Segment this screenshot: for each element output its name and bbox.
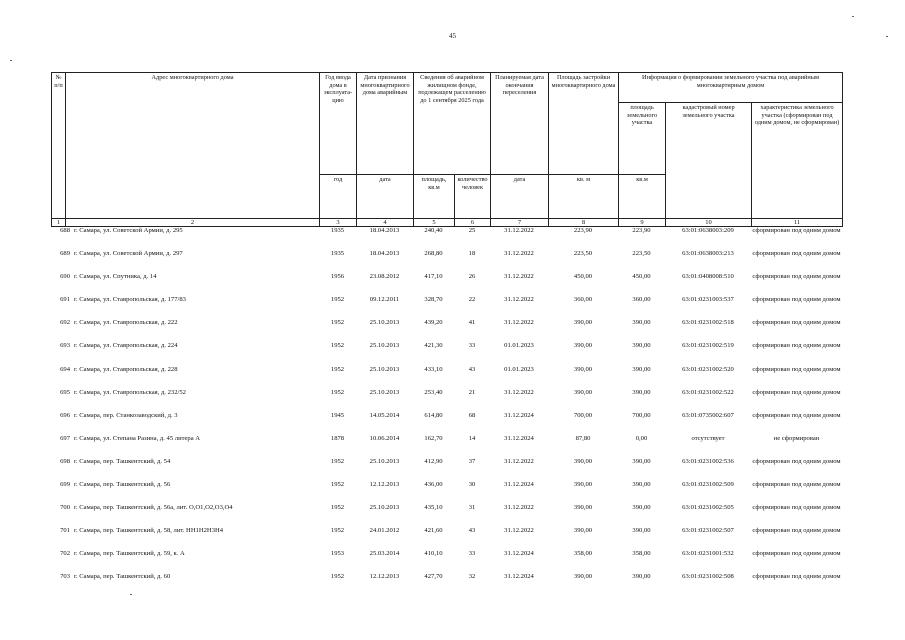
row-address: г. Самара, ул. Ставропольская, д. 232/52: [74, 388, 186, 396]
row-year: 1952: [330, 319, 345, 327]
row-address: г. Самара, ул. Степана Разина, д. 45 литера А: [74, 434, 201, 442]
row-building-area: 390,00: [573, 573, 593, 581]
row-cadastral: 63:01:0638003:213: [682, 250, 734, 258]
row-relocation-end: 31.12.2022: [504, 457, 534, 465]
column-number: 9: [619, 219, 666, 227]
row-address: г. Самара, ул. Ставропольская, д. 228: [74, 365, 178, 373]
row-land-char: сформирован под одним домом: [752, 365, 841, 373]
row-land-area: 450,00: [632, 273, 651, 281]
row-number: 693: [60, 342, 70, 350]
table-row: [51, 389, 842, 412]
row-relocation-end: 31.12.2022: [504, 227, 534, 234]
row-year: 1952: [330, 527, 345, 535]
row-building-area: 223,50: [573, 250, 593, 258]
row-cadastral: 63:01:0231002:519: [682, 342, 734, 350]
row-land-char: сформирован под одним домом: [752, 342, 841, 350]
row-number: 694: [60, 365, 70, 373]
column-number: 1: [52, 219, 66, 227]
row-area: 435,10: [424, 504, 443, 512]
row-people: 33: [468, 550, 476, 558]
column-number: 11: [752, 219, 843, 227]
unit-year: год: [320, 175, 357, 219]
row-year: 1952: [330, 388, 345, 396]
row-building-area: 700,00: [573, 411, 593, 419]
row-cadastral: 63:01:0231001:532: [682, 550, 734, 558]
row-cadastral: 63:01:0231003:537: [682, 296, 734, 304]
row-relocation-end: 01.01.2023: [504, 342, 534, 350]
table-row: [51, 250, 842, 273]
row-emergency-date: 09.12.2011: [369, 296, 400, 304]
table-row: [51, 296, 842, 319]
row-emergency-date: 25.10.2013: [369, 457, 400, 465]
row-address: г. Самара, пер. Ташкентский, д. 60: [74, 573, 171, 581]
row-land-area: 223,50: [632, 250, 651, 258]
row-people: 22: [468, 296, 476, 304]
row-building-area: 390,00: [573, 342, 593, 350]
row-people: 25: [468, 227, 476, 234]
table-row: [51, 573, 842, 596]
row-people: 68: [468, 411, 476, 419]
unit-people: количество человек: [455, 175, 491, 219]
row-building-area: 390,00: [573, 527, 593, 535]
row-number: 702: [60, 550, 70, 558]
row-relocation-end: 31.12.2024: [504, 434, 534, 442]
row-relocation-end: 31.12.2022: [504, 250, 534, 258]
row-address: г. Самара, ул. Спутника, д. 14: [74, 273, 157, 281]
row-relocation-end: 31.12.2024: [504, 550, 534, 558]
row-emergency-date: 25.10.2013: [369, 504, 400, 512]
table-row: [51, 227, 842, 250]
table-row: [51, 481, 842, 504]
row-building-area: 390,00: [573, 319, 593, 327]
row-land-char: сформирован под одним домом: [752, 388, 841, 396]
row-area: 268,80: [424, 250, 443, 258]
row-area: 412,90: [424, 457, 443, 465]
table-row: [51, 550, 842, 573]
row-people: 41: [468, 319, 476, 327]
row-people: 31: [468, 504, 476, 512]
row-emergency-date: 25.10.2013: [369, 365, 400, 373]
row-relocation-end: 01.01.2023: [504, 365, 534, 373]
row-land-area: 700,00: [632, 411, 651, 419]
row-address: г. Самара, ул. Советской Армии, д. 297: [74, 250, 183, 258]
row-year: 1935: [330, 227, 345, 234]
row-cadastral: 63:01:0231002:520: [682, 365, 734, 373]
row-cadastral: 63:01:0408008:510: [682, 273, 734, 281]
row-building-area: 450,00: [573, 273, 593, 281]
row-number: 695: [60, 388, 70, 396]
header-address: Адрес многоквартирного дома: [66, 73, 320, 219]
header-fund-info: Сведения об аварийном жилищном фонде, подлежащем расселению до 1 сентября 2025 года: [414, 73, 491, 175]
row-people: 43: [468, 527, 476, 535]
row-emergency-date: 25.10.2013: [369, 388, 400, 396]
row-building-area: 390,00: [573, 504, 593, 512]
table-row: [51, 435, 842, 458]
row-land-area: 223,90: [632, 227, 651, 234]
row-land-char: сформирован под одним домом: [752, 250, 841, 258]
row-land-char: сформирован под одним домом: [752, 296, 841, 304]
row-building-area: 390,00: [573, 388, 593, 396]
row-number: 699: [60, 481, 70, 489]
unit-area: площадь, кв.м: [414, 175, 455, 219]
row-area: 417,10: [424, 273, 443, 281]
row-building-area: 390,00: [573, 365, 593, 373]
header-land-char: характеристика земельного участка (сформирован под одним домом, не сформирован): [752, 103, 843, 219]
header-land-area: площадь земельного участка: [619, 103, 666, 175]
row-year: 1878: [330, 434, 345, 442]
row-building-area: 390,00: [573, 457, 593, 465]
row-number: 688: [60, 227, 70, 234]
row-land-area: 390,00: [632, 342, 651, 350]
table-row: [51, 342, 842, 365]
row-land-char: сформирован под одним домом: [752, 319, 841, 327]
row-land-area: 390,00: [632, 319, 651, 327]
row-land-char: сформирован под одним домом: [752, 227, 841, 234]
row-address: г. Самара, пер. Ташкентский, д. 59, к. А: [74, 550, 185, 558]
row-year: 1956: [330, 273, 345, 281]
row-emergency-date: 25.03.2014: [369, 550, 400, 558]
row-cadastral: 63:01:0231002:509: [682, 481, 734, 489]
row-area: 427,70: [424, 573, 443, 581]
header-emergency-date: Дата признания многоквартирного дома аварийным: [357, 73, 414, 175]
row-area: 421,60: [424, 527, 443, 535]
row-number: 697: [60, 434, 70, 442]
column-numbers-row: [52, 219, 843, 227]
row-number: 689: [60, 250, 70, 258]
row-area: 328,70: [424, 296, 443, 304]
row-land-char: сформирован под одним домом: [752, 457, 841, 465]
row-year: 1952: [330, 457, 345, 465]
row-cadastral: 63:01:0638003:209: [682, 227, 734, 234]
page-number: 45: [449, 32, 456, 40]
row-number: 700: [60, 504, 70, 512]
table-row: [51, 527, 842, 550]
row-land-char: сформирован под одним домом: [752, 481, 841, 489]
header-land-info: Информация о формировании земельного участка под аварийным многоквартирным домом: [619, 73, 843, 103]
row-land-char: сформирован под одним домом: [752, 527, 841, 535]
row-address: г. Самара, пер. Станкозаводский, д. 3: [74, 411, 178, 419]
register-table: [51, 72, 842, 597]
row-year: 1952: [330, 504, 345, 512]
row-area: 433,10: [424, 365, 443, 373]
row-emergency-date: 23.08.2012: [369, 273, 400, 281]
row-land-char: сформирован под одним домом: [752, 411, 841, 419]
row-relocation-end: 31.12.2022: [504, 273, 534, 281]
row-emergency-date: 12.12.2013: [369, 481, 400, 489]
row-land-area: 390,00: [632, 481, 651, 489]
row-land-area: 0,00: [635, 434, 648, 442]
row-number: 701: [60, 527, 70, 535]
row-relocation-end: 31.12.2024: [504, 481, 534, 489]
header-year: Год ввода дома в эксплуата-цию: [320, 73, 357, 175]
row-address: г. Самара, ул. Ставропольская, д. 222: [74, 319, 178, 327]
header-number: № п/п: [52, 73, 66, 219]
row-number: 696: [60, 411, 70, 419]
scan-speck: [10, 60, 12, 61]
row-land-area: 360,00: [632, 296, 651, 304]
row-relocation-end: 31.12.2022: [504, 527, 534, 535]
row-land-char: сформирован под одним домом: [752, 550, 841, 558]
column-number: 5: [414, 219, 455, 227]
row-people: 32: [468, 573, 476, 581]
table-body: [51, 227, 842, 597]
row-people: 14: [468, 434, 476, 442]
row-cadastral: 63:01:0231002:536: [682, 457, 734, 465]
row-area: 439,20: [424, 319, 443, 327]
row-area: 162,70: [424, 434, 443, 442]
row-area: 253,40: [424, 388, 443, 396]
row-cadastral: 63:01:0231002:508: [682, 573, 734, 581]
row-relocation-end: 31.12.2024: [504, 411, 534, 419]
row-land-area: 358,00: [632, 550, 651, 558]
row-building-area: 223,90: [573, 227, 593, 234]
row-relocation-end: 31.12.2022: [504, 319, 534, 327]
row-address: г. Самара, пер. Ташкентский, д. 58, лит. НН1Н2Н3Н4: [74, 527, 224, 535]
row-land-area: 390,00: [632, 388, 651, 396]
row-building-area: 358,00: [573, 550, 593, 558]
row-land-char: не сформирован: [773, 434, 820, 442]
table-row: [51, 458, 842, 481]
row-cadastral: 63:01:0735002:607: [682, 411, 734, 419]
table-header: [51, 72, 843, 227]
row-cadastral: 63:01:0231002:518: [682, 319, 734, 327]
row-land-area: 390,00: [632, 504, 651, 512]
table-row: [51, 273, 842, 296]
row-relocation-end: 31.12.2022: [504, 296, 534, 304]
row-area: 410,10: [424, 550, 443, 558]
row-people: 30: [468, 481, 476, 489]
unit-build-area: кв. м: [549, 175, 619, 219]
column-number: 10: [666, 219, 752, 227]
row-address: г. Самара, пер. Ташкентский, д. 56: [74, 481, 171, 489]
row-building-area: 390,00: [573, 481, 593, 489]
unit-date: дата: [357, 175, 414, 219]
row-people: 18: [468, 250, 476, 258]
column-number: 3: [320, 219, 357, 227]
row-emergency-date: 25.10.2013: [369, 319, 400, 327]
unit-land-area: кв.м: [619, 175, 666, 219]
row-area: 614,80: [424, 411, 443, 419]
row-number: 692: [60, 319, 70, 327]
row-address: г. Самара, ул. Ставропольская, д. 224: [74, 342, 178, 350]
row-year: 1952: [330, 365, 345, 373]
row-people: 37: [468, 457, 476, 465]
row-land-char: сформирован под одним домом: [752, 573, 841, 581]
row-relocation-end: 31.12.2022: [504, 504, 534, 512]
table-row: [51, 504, 842, 527]
table-row: [51, 319, 842, 342]
table-row: [51, 366, 842, 389]
row-number: 690: [60, 273, 70, 281]
row-number: 703: [60, 573, 70, 581]
scan-speck: [886, 36, 888, 37]
table-row: [51, 412, 842, 435]
row-people: 26: [468, 273, 476, 281]
row-land-char: сформирован под одним домом: [752, 504, 841, 512]
column-number: 8: [549, 219, 619, 227]
row-cadastral: 63:01:0231002:522: [682, 388, 734, 396]
row-people: 43: [468, 365, 476, 373]
row-address: г. Самара, ул. Ставропольская, д. 177/83: [74, 296, 186, 304]
row-people: 33: [468, 342, 476, 350]
row-land-area: 390,00: [632, 457, 651, 465]
row-year: 1945: [330, 411, 345, 419]
row-land-area: 390,00: [632, 527, 651, 535]
header-relocation-end: Планируемая дата окончания переселения: [491, 73, 549, 175]
row-year: 1953: [330, 550, 345, 558]
row-address: г. Самара, пер. Ташкентский, д. 54: [74, 457, 171, 465]
row-relocation-end: 31.12.2022: [504, 388, 534, 396]
row-land-char: сформирован под одним домом: [752, 273, 841, 281]
row-emergency-date: 12.12.2013: [369, 573, 400, 581]
row-emergency-date: 24.01.2012: [369, 527, 400, 535]
header-building-area: Площадь застройки многоквартирного дома: [549, 73, 619, 175]
row-people: 21: [468, 388, 476, 396]
row-cadastral: отсутствует: [691, 434, 725, 442]
row-cadastral: 63:01:0231002:507: [682, 527, 734, 535]
row-year: 1935: [330, 250, 345, 258]
row-land-area: 390,00: [632, 573, 651, 581]
column-number: 6: [455, 219, 491, 227]
row-relocation-end: 31.12.2024: [504, 573, 534, 581]
row-emergency-date: 25.10.2013: [369, 342, 400, 350]
row-area: 240,40: [424, 227, 443, 234]
row-cadastral: 63:01:0231002:505: [682, 504, 734, 512]
row-building-area: 87,80: [575, 434, 591, 442]
row-area: 421,30: [424, 342, 443, 350]
row-number: 698: [60, 457, 70, 465]
row-emergency-date: 18.04.2013: [369, 250, 400, 258]
row-year: 1952: [330, 481, 345, 489]
row-year: 1952: [330, 573, 345, 581]
row-land-area: 390,00: [632, 365, 651, 373]
row-emergency-date: 18.04.2013: [369, 227, 400, 234]
column-number: 2: [66, 219, 320, 227]
scan-speck: [852, 16, 854, 17]
row-emergency-date: 14.05.2014: [369, 411, 400, 419]
row-address: г. Самара, пер. Ташкентский, д. 56а, лит. О,О1,О2,О3,О4: [74, 504, 233, 512]
row-number: 691: [60, 296, 70, 304]
row-building-area: 360,00: [573, 296, 593, 304]
row-year: 1952: [330, 342, 345, 350]
unit-end-date: дата: [491, 175, 549, 219]
row-area: 436,00: [424, 481, 443, 489]
row-address: г. Самара, ул. Советской Армии, д. 295: [74, 227, 183, 234]
column-number: 7: [491, 219, 549, 227]
row-emergency-date: 10.06.2014: [369, 434, 400, 442]
column-number: 4: [357, 219, 414, 227]
row-year: 1952: [330, 296, 345, 304]
header-cadastral: кадастровый номер земельного участка: [666, 103, 752, 219]
